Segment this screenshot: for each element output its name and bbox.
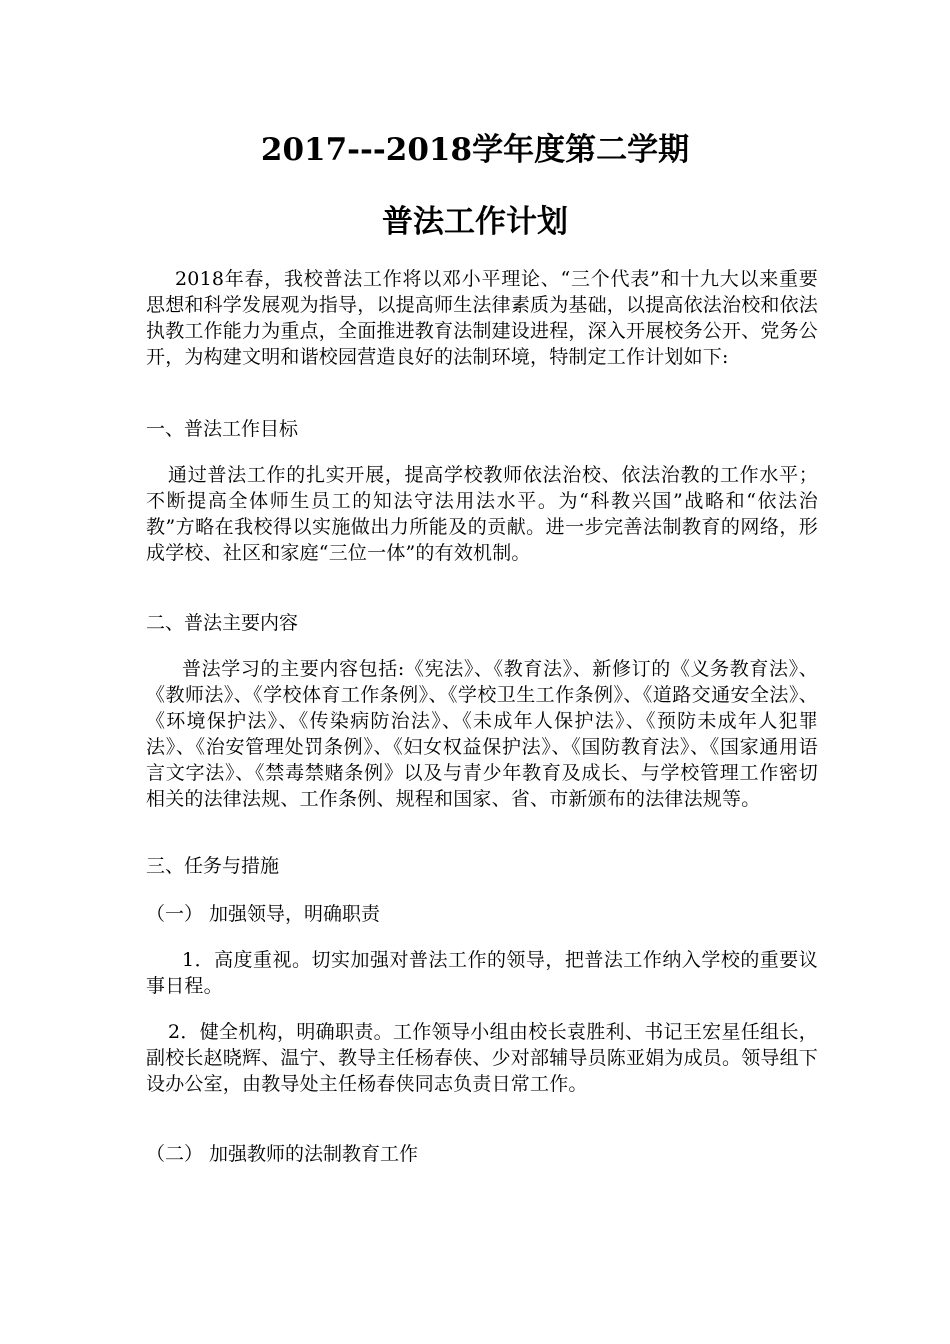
section2-heading: 二、普法主要内容 [146, 612, 299, 634]
section1-heading: 一、普法工作目标 [146, 418, 299, 440]
section1-paragraph [146, 462, 818, 566]
intro-paragraph [146, 266, 818, 370]
item2-text: 2．健全机构，明确职责。工作领导小组由校长袁胜利、书记王宏星任组长，副校长赵晓辉、温宁、教导主任杨春侠、少对部辅导员陈亚娟为成员。领导组下设办公室，由教导处主任杨春侠同志负责日常工作。 [146, 1021, 819, 1095]
section1-text: 通过普法工作的扎实开展，提高学校教师依法治校、依法治教的工作水平；不断提高全体师生员工的知法守法用法水平。为“科教兴国”战略和“依法治教”方略在我校得以实施做出力所能及的贡献。进一步完善法制教育的网络，形成学校、社区和家庭“三位一体”的有效机制。 [146, 464, 818, 564]
item1-text: 1．高度重视。切实加强对普法工作的领导，把普法工作纳入学校的重要议事日程。 [146, 949, 818, 997]
document-title-line1: 2017---2018学年度第二学期 [260, 132, 690, 168]
section2-paragraph [146, 656, 818, 812]
item1-paragraph [146, 947, 818, 999]
section2-text: 普法学习的主要内容包括:《宪法》、《教育法》、新修订的《义务教育法》、《教师法》、《学校体育工作条例》、《学校卫生工作条例》、《道路交通安全法》、《环境保护法》、《传染病防治法》、《未成年人保护法》、《预防未成年人犯罪法》、《治安管理处罚条例》、《妇女权益保护法》、《国防教育法》、《国家通用语言文字法》、《禁毒禁赌条例》以及与青少年教育及成长、与学校管理工作密切相关的法律法规、工作条例、规程和国家、省、市新颁布的法律法规等。 [146, 658, 818, 810]
subsection2-heading: （二） 加强教师的法制教育工作 [146, 1143, 419, 1165]
item2-paragraph [146, 1019, 818, 1097]
section3-heading: 三、任务与措施 [146, 855, 280, 877]
subsection1-heading: （一） 加强领导，明确职责 [146, 903, 381, 925]
document-title-line2: 普法工作计划 [382, 204, 568, 240]
intro-text: 2018年春，我校普法工作将以邓小平理论、“三个代表”和十九大以来重要思想和科学发展观为指导，以提高师生法律素质为基础，以提高依法治校和依法执教工作能力为重点，全面推进教育法制建设进程，深入开展校务公开、党务公开，为构建文明和谐校园营造良好的法制环境，特制定工作计划如下: [146, 268, 819, 368]
